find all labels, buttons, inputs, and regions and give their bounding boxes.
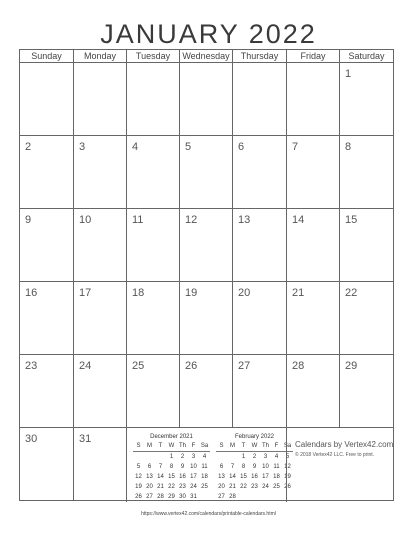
day-cell <box>232 281 286 354</box>
day-number: 31 <box>79 433 92 445</box>
mini-day <box>260 492 271 502</box>
mini-weekday: Th <box>177 441 188 452</box>
mini-day: 11 <box>201 464 208 470</box>
mini-day: 27 <box>218 494 225 500</box>
day-number: 9 <box>25 214 32 226</box>
weekday-header: Sunday <box>19 49 73 63</box>
day-cell <box>19 62 73 135</box>
weekday-header-row <box>19 49 394 62</box>
day-cell <box>19 427 73 501</box>
day-cell <box>339 135 394 208</box>
mini-day: 19 <box>284 474 291 480</box>
mini-day: 18 <box>201 474 208 480</box>
day-cell <box>126 135 179 208</box>
day-number: 8 <box>345 141 352 153</box>
mini-weekday: M <box>144 441 155 452</box>
day-number: 3 <box>79 141 86 153</box>
mini-day: 31 <box>190 494 197 500</box>
mini-day <box>199 492 210 502</box>
mini-day: 18 <box>273 474 280 480</box>
day-number: 2 <box>25 141 32 153</box>
day-number: 16 <box>25 287 38 299</box>
mini-day: 24 <box>262 484 269 490</box>
day-number: 10 <box>79 214 92 226</box>
mini-day: 16 <box>251 474 258 480</box>
mini-day: 22 <box>240 484 247 490</box>
mini-weekday: W <box>249 441 260 452</box>
mini-day: 30 <box>179 494 186 500</box>
day-number: 17 <box>79 287 92 299</box>
weekday-header: Thursday <box>232 49 286 63</box>
day-cell <box>73 354 126 427</box>
calendar-grid <box>19 49 394 501</box>
mini-calendar-title: December 2021 <box>150 434 193 440</box>
day-cell <box>73 62 126 135</box>
day-cell <box>126 62 179 135</box>
day-cell <box>179 354 232 427</box>
mini-day: 24 <box>190 484 197 490</box>
day-number: 11 <box>132 214 144 226</box>
mini-weekday: S <box>133 441 144 452</box>
footer-url: https://www.vertex42.com/calendars/printable-calendars.html <box>141 511 276 517</box>
day-cell <box>232 354 286 427</box>
mini-calendar-grid <box>133 441 210 502</box>
mini-day: 14 <box>157 474 164 480</box>
mini-day: 12 <box>135 474 142 480</box>
mini-day <box>227 452 238 462</box>
day-number: 28 <box>292 360 305 372</box>
mini-day: 4 <box>274 454 279 460</box>
day-cell <box>19 135 73 208</box>
day-number: 15 <box>345 214 358 226</box>
day-number: 29 <box>345 360 358 372</box>
mini-day: 23 <box>251 484 258 490</box>
day-number: 12 <box>185 214 198 226</box>
mini-day <box>249 492 260 502</box>
day-number: 5 <box>185 141 192 153</box>
week-row <box>19 281 393 354</box>
day-cell <box>339 281 394 354</box>
day-cell <box>339 62 394 135</box>
mini-day: 19 <box>135 484 142 490</box>
mini-day: 13 <box>218 474 225 480</box>
mini-day: 17 <box>190 474 197 480</box>
weekday-header: Tuesday <box>126 49 179 63</box>
day-cell <box>179 281 232 354</box>
mini-calendar <box>133 434 210 502</box>
day-cell <box>286 354 339 427</box>
mini-weekday: S <box>216 441 227 452</box>
mini-day: 20 <box>218 484 225 490</box>
mini-day: 7 <box>158 464 163 470</box>
day-number: 13 <box>238 214 251 226</box>
day-number: 21 <box>292 287 305 299</box>
day-cell <box>19 281 73 354</box>
mini-day: 26 <box>284 484 291 490</box>
mini-day: 21 <box>157 484 164 490</box>
mini-day <box>155 452 166 462</box>
mini-day: 29 <box>168 494 175 500</box>
day-cell <box>232 135 286 208</box>
day-number: 18 <box>132 287 145 299</box>
mini-day: 4 <box>202 454 207 460</box>
mini-weekday: Sa <box>199 441 210 452</box>
day-number: 1 <box>345 68 352 80</box>
day-number: 26 <box>185 360 198 372</box>
day-cell <box>126 354 179 427</box>
mini-day <box>238 492 249 502</box>
mini-day: 8 <box>241 464 246 470</box>
mini-day <box>271 492 282 502</box>
mini-calendar <box>216 434 293 502</box>
day-cell <box>232 208 286 281</box>
week-row <box>19 427 393 500</box>
day-cell <box>19 208 73 281</box>
mini-day: 10 <box>190 464 197 470</box>
day-number: 30 <box>25 433 38 445</box>
day-cell <box>286 62 339 135</box>
weekday-header: Saturday <box>339 49 394 63</box>
mini-calendars <box>126 427 292 502</box>
weekday-header: Monday <box>73 49 126 63</box>
brand-name: Calendars by Vertex42.com <box>295 440 394 449</box>
mini-day: 15 <box>240 474 247 480</box>
mini-day: 17 <box>262 474 269 480</box>
mini-day: 9 <box>180 464 185 470</box>
day-cell <box>126 281 179 354</box>
mini-day: 25 <box>273 484 280 490</box>
mini-day: 8 <box>169 464 174 470</box>
day-number: 7 <box>292 141 299 153</box>
day-cell <box>232 62 286 135</box>
mini-day: 6 <box>147 464 152 470</box>
week-row <box>19 208 393 281</box>
mini-day: 15 <box>168 474 175 480</box>
mini-weekday: Sa <box>282 441 293 452</box>
day-cell <box>19 354 73 427</box>
day-cell <box>286 208 339 281</box>
mini-day: 27 <box>146 494 153 500</box>
mini-day: 11 <box>273 464 280 470</box>
day-cell <box>73 135 126 208</box>
mini-weekday: F <box>271 441 282 452</box>
day-number: 25 <box>132 360 145 372</box>
day-number: 6 <box>238 141 245 153</box>
mini-day: 3 <box>263 454 268 460</box>
mini-day: 21 <box>229 484 236 490</box>
mini-day: 1 <box>241 454 246 460</box>
mini-day: 12 <box>284 464 291 470</box>
mini-weekday: W <box>166 441 177 452</box>
mini-day: 3 <box>191 454 196 460</box>
mini-day: 1 <box>169 454 174 460</box>
mini-weekday: M <box>227 441 238 452</box>
mini-day: 7 <box>230 464 235 470</box>
mini-weekday: Th <box>260 441 271 452</box>
day-number: 27 <box>238 360 251 372</box>
mini-day: 16 <box>179 474 186 480</box>
mini-weekday: T <box>155 441 166 452</box>
day-cell <box>73 281 126 354</box>
day-cell <box>179 208 232 281</box>
day-cell <box>126 208 179 281</box>
day-cell <box>286 135 339 208</box>
mini-calendar-title: February 2022 <box>234 434 275 440</box>
mini-day: 20 <box>146 484 153 490</box>
day-cell <box>286 281 339 354</box>
mini-day: 14 <box>229 474 236 480</box>
day-cell <box>179 62 232 135</box>
mini-day <box>144 452 155 462</box>
day-number: 14 <box>292 214 305 226</box>
weeks-container <box>19 62 394 501</box>
mini-day: 2 <box>252 454 257 460</box>
day-cell <box>339 208 394 281</box>
brand-copyright: © 2018 Vertex42 LLC. Free to print. <box>295 452 375 458</box>
mini-day: 9 <box>252 464 257 470</box>
week-row <box>19 354 393 427</box>
mini-day: 25 <box>201 484 208 490</box>
mini-day: 10 <box>262 464 269 470</box>
mini-day: 13 <box>146 474 153 480</box>
day-cell <box>73 427 126 501</box>
mini-day: 28 <box>157 494 164 500</box>
day-number: 24 <box>79 360 92 372</box>
weekday-header: Friday <box>286 49 339 63</box>
mini-day: 5 <box>136 464 141 470</box>
day-number: 22 <box>345 287 358 299</box>
week-row <box>19 135 393 208</box>
day-number: 19 <box>185 287 198 299</box>
weekday-header: Wednesday <box>179 49 232 63</box>
mini-weekday: F <box>188 441 199 452</box>
mini-day: 22 <box>168 484 175 490</box>
mini-day: 28 <box>229 494 236 500</box>
day-number: 20 <box>238 287 251 299</box>
mini-day <box>133 452 144 462</box>
day-number: 4 <box>132 141 139 153</box>
mini-day: 5 <box>285 454 290 460</box>
day-cell <box>339 354 394 427</box>
mini-day: 6 <box>219 464 224 470</box>
day-cell <box>73 208 126 281</box>
mini-weekday: T <box>238 441 249 452</box>
mini-day: 26 <box>135 494 142 500</box>
mini-day <box>216 452 227 462</box>
mini-day: 23 <box>179 484 186 490</box>
mini-calendar-grid <box>216 441 293 502</box>
day-number: 23 <box>25 360 38 372</box>
brand-block <box>286 427 394 502</box>
day-cell <box>179 135 232 208</box>
mini-day: 2 <box>180 454 185 460</box>
week-row <box>19 62 393 135</box>
calendar-title: JANUARY 2022 <box>100 19 317 49</box>
